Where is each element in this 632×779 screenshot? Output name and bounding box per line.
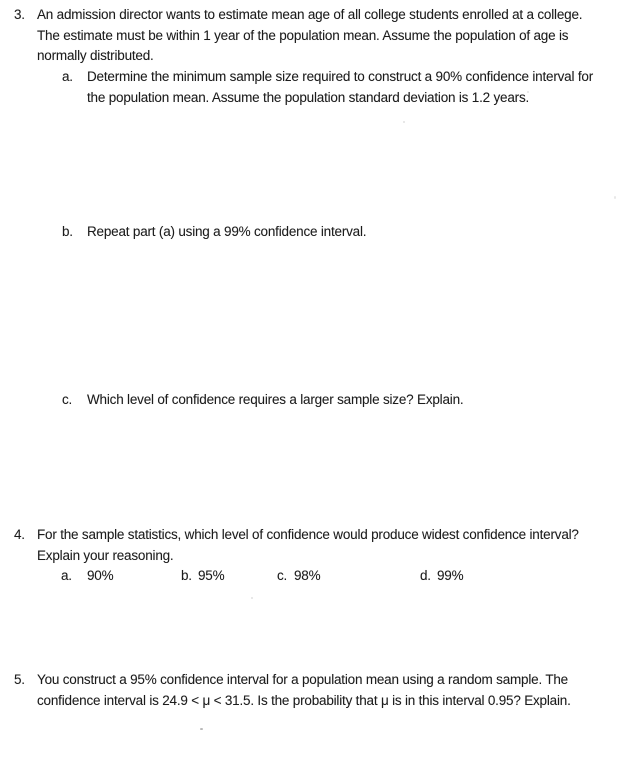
text-line: An admission director wants to estimate mean age of all college students enrolled at a college.: [37, 7, 583, 22]
text-line: confidence interval is 24.9 < μ < 31.5. Is the probability that μ is in this interval 0.95? Explain.: [37, 692, 571, 708]
part-c-label: c.: [62, 392, 73, 407]
option-a: [61, 566, 113, 587]
question-5: [0, 670, 632, 711]
question-3-part-b: [0, 222, 632, 243]
option-d-label: d.: [420, 568, 431, 583]
question-4: [0, 525, 632, 587]
question-5-text: [37, 670, 632, 711]
question-4-number: 4.: [14, 527, 25, 542]
text-line: For the sample statistics, which level of confidence would produce widest confidence interval?: [37, 527, 579, 542]
text-line: the population mean. Assume the population standard deviation is 1.2 years.: [87, 89, 530, 105]
option-d: [420, 566, 463, 587]
option-d-value: 99%: [437, 568, 464, 583]
text-line: Repeat part (a) using a 99% confidence interval.: [87, 224, 367, 239]
option-a-value: 90%: [87, 568, 114, 583]
question-3-part-c: [0, 390, 632, 411]
part-a-text: [87, 67, 632, 108]
option-c: [277, 566, 320, 587]
part-c-text: [87, 390, 632, 411]
option-c-value: 98%: [294, 568, 321, 583]
question-5-number: 5.: [14, 672, 25, 687]
option-a-label: a.: [61, 568, 72, 583]
scan-speck: [251, 597, 253, 599]
question-4-text: [37, 525, 632, 587]
option-c-label: c.: [277, 568, 288, 583]
part-b-label: b.: [62, 224, 73, 239]
question-3-text: [37, 5, 632, 67]
question-3-part-a: [0, 67, 632, 108]
text-line: The estimate must be within 1 year of the population mean. Assume the population of age is: [37, 27, 569, 43]
scan-speck: [527, 91, 529, 93]
scan-speck: [614, 196, 616, 199]
text-line: You construct a 95% confidence interval for a population mean using a random sample. The: [37, 672, 568, 687]
option-b-value: 95%: [198, 568, 225, 583]
part-b-text: [87, 222, 632, 243]
answer-options-row: [37, 566, 632, 587]
text-line: normally distributed.: [37, 48, 154, 63]
option-b: [181, 566, 224, 587]
option-b-label: b.: [181, 568, 192, 583]
text-line: Explain your reasoning.: [37, 547, 174, 563]
scan-speck: [403, 121, 405, 123]
question-3: [0, 5, 632, 67]
question-3-number: 3.: [14, 7, 25, 22]
part-a-label: a.: [62, 69, 73, 84]
text-line: Determine the minimum sample size required to construct a 90% confidence interval for: [87, 69, 593, 84]
text-line: Which level of confidence requires a larger sample size? Explain.: [87, 392, 464, 407]
scan-speck: [200, 728, 203, 730]
